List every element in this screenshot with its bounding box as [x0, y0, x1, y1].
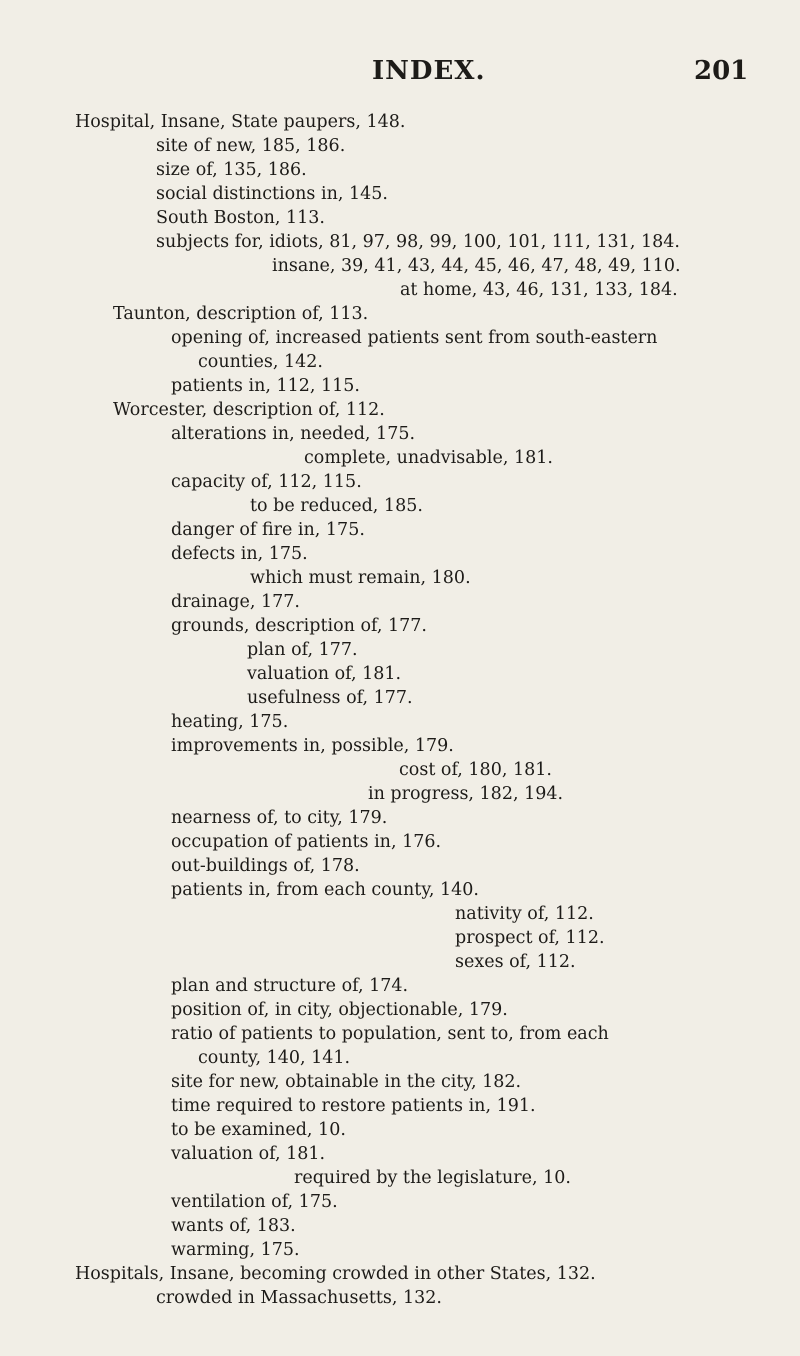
page-header: [0, 56, 800, 96]
index-subentry: complete, unadvisable, 181.: [304, 448, 553, 468]
index-subentry: Taunton, description of, 113.: [113, 304, 369, 324]
index-subentry: cost of, 180, 181.: [399, 760, 552, 780]
index-subentry: nearness of, to city, 179.: [171, 808, 388, 828]
index-subentry: warming, 175.: [171, 1240, 300, 1260]
index-subentry: prospect of, 112.: [455, 928, 605, 948]
index-subentry: ventilation of, 175.: [171, 1192, 338, 1212]
index-subentry: plan of, 177.: [247, 640, 358, 660]
index-subentry: nativity of, 112.: [455, 904, 594, 924]
index-subentry: alterations in, needed, 175.: [171, 424, 416, 444]
index-subentry: sexes of, 112.: [455, 952, 576, 972]
index-subentry: patients in, 112, 115.: [171, 376, 360, 396]
index-subentry: valuation of, 181.: [247, 664, 402, 684]
index-continuation: counties, 142.: [198, 352, 323, 372]
index-subentry: insane, 39, 41, 43, 44, 45, 46, 47, 48, 49, 110.: [272, 256, 681, 276]
index-subentry: heating, 175.: [171, 712, 289, 732]
index-subentry: required by the legislature, 10.: [294, 1168, 571, 1188]
index-subentry: in progress, 182, 194.: [368, 784, 564, 804]
index-subentry: to be examined, 10.: [171, 1120, 346, 1140]
index-subentry: ratio of patients to population, sent to, from each: [171, 1024, 609, 1044]
index-subentry: at home, 43, 46, 131, 133, 184.: [400, 280, 678, 300]
index-subentry: out-buildings of, 178.: [171, 856, 360, 876]
index-subentry: position of, in city, objectionable, 179.: [171, 1000, 508, 1020]
index-subentry: danger of fire in, 175.: [171, 520, 365, 540]
index-subentry: Worcester, description of, 112.: [113, 400, 385, 420]
index-subentry: drainage, 177.: [171, 592, 300, 612]
index-subentry: site of new, 185, 186.: [156, 136, 346, 156]
index-subentry: crowded in Massachusetts, 132.: [156, 1288, 442, 1308]
index-continuation: county, 140, 141.: [198, 1048, 351, 1068]
index-entry: Hospital, Insane, State paupers, 148.: [75, 112, 406, 132]
index-subentry: plan and structure of, 174.: [171, 976, 409, 996]
index-subentry: subjects for, idiots, 81, 97, 98, 99, 100, 101, 111, 131, 184.: [156, 232, 680, 252]
index-subentry: valuation of, 181.: [171, 1144, 326, 1164]
page-number: 201: [694, 56, 749, 86]
index-subentry: patients in, from each county, 140.: [171, 880, 479, 900]
running-head: INDEX.: [372, 56, 486, 86]
index-entry: Hospitals, Insane, becoming crowded in other States, 132.: [75, 1264, 596, 1284]
index-subentry: occupation of patients in, 176.: [171, 832, 442, 852]
index-subentry: defects in, 175.: [171, 544, 308, 564]
index-subentry: which must remain, 180.: [250, 568, 471, 588]
index-subentry: time required to restore patients in, 191.: [171, 1096, 536, 1116]
index-subentry: to be reduced, 185.: [250, 496, 423, 516]
index-subentry: grounds, description of, 177.: [171, 616, 427, 636]
index-subentry: social distinctions in, 145.: [156, 184, 388, 204]
index-subentry: capacity of, 112, 115.: [171, 472, 362, 492]
index-subentry: opening of, increased patients sent from south-eastern: [171, 328, 658, 348]
index-subentry: usefulness of, 177.: [247, 688, 413, 708]
index-subentry: improvements in, possible, 179.: [171, 736, 454, 756]
index-subentry: site for new, obtainable in the city, 182.: [171, 1072, 522, 1092]
index-subentry: wants of, 183.: [171, 1216, 296, 1236]
index-subentry: South Boston, 113.: [156, 208, 325, 228]
index-subentry: size of, 135, 186.: [156, 160, 307, 180]
